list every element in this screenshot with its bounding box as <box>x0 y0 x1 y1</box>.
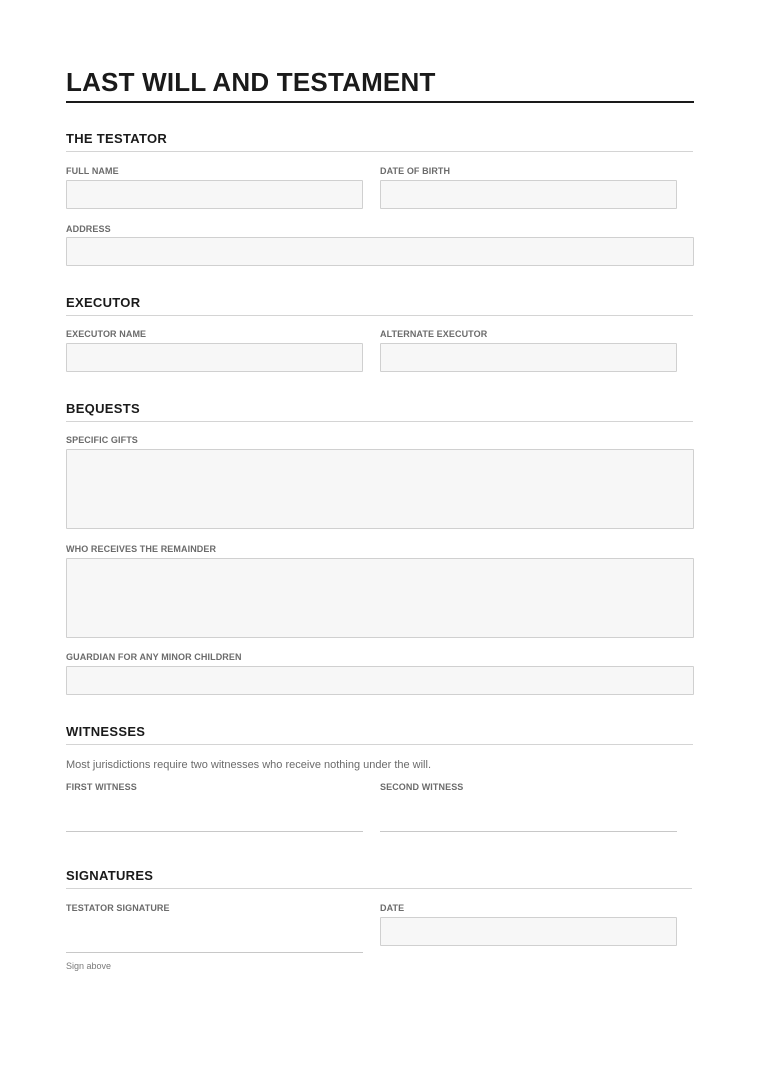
section-heading-signatures: SIGNATURES <box>66 868 692 889</box>
full-name-input[interactable] <box>66 180 363 209</box>
date-of-birth-input[interactable] <box>380 180 677 209</box>
guardian-label: GUARDIAN FOR ANY MINOR CHILDREN <box>66 652 242 662</box>
section-heading-testator: THE TESTATOR <box>66 131 693 152</box>
guardian-input[interactable] <box>66 666 694 695</box>
alternate-executor-label: ALTERNATE EXECUTOR <box>380 329 488 339</box>
second-witness-label: SECOND WITNESS <box>380 782 464 792</box>
first-witness-signature-line[interactable] <box>66 796 363 832</box>
section-heading-witnesses: WITNESSES <box>66 724 693 745</box>
section-heading-bequests: BEQUESTS <box>66 401 693 422</box>
signature-date-label: DATE <box>380 903 405 913</box>
first-witness-label: FIRST WITNESS <box>66 782 137 792</box>
address-label: ADDRESS <box>66 224 111 234</box>
witnesses-note: Most jurisdictions require two witnesses who receive nothing under the will. <box>66 759 432 771</box>
sign-above-hint: Sign above <box>66 961 112 971</box>
executor-name-input[interactable] <box>66 343 363 372</box>
document-title: LAST WILL AND TESTAMENT <box>66 66 694 103</box>
testator-signature-label: TESTATOR SIGNATURE <box>66 903 170 913</box>
section-heading-executor: EXECUTOR <box>66 295 693 316</box>
full-name-label: FULL NAME <box>66 166 119 176</box>
testator-signature-line[interactable] <box>66 917 363 953</box>
executor-name-label: EXECUTOR NAME <box>66 329 147 339</box>
date-of-birth-label: DATE OF BIRTH <box>380 166 451 176</box>
address-input[interactable] <box>66 237 694 266</box>
specific-gifts-label: SPECIFIC GIFTS <box>66 435 138 445</box>
remainder-textarea[interactable] <box>66 558 694 638</box>
specific-gifts-textarea[interactable] <box>66 449 694 529</box>
remainder-label: WHO RECEIVES THE REMAINDER <box>66 544 217 554</box>
alternate-executor-input[interactable] <box>380 343 677 372</box>
second-witness-signature-line[interactable] <box>380 796 677 832</box>
signature-date-input[interactable] <box>380 917 677 946</box>
